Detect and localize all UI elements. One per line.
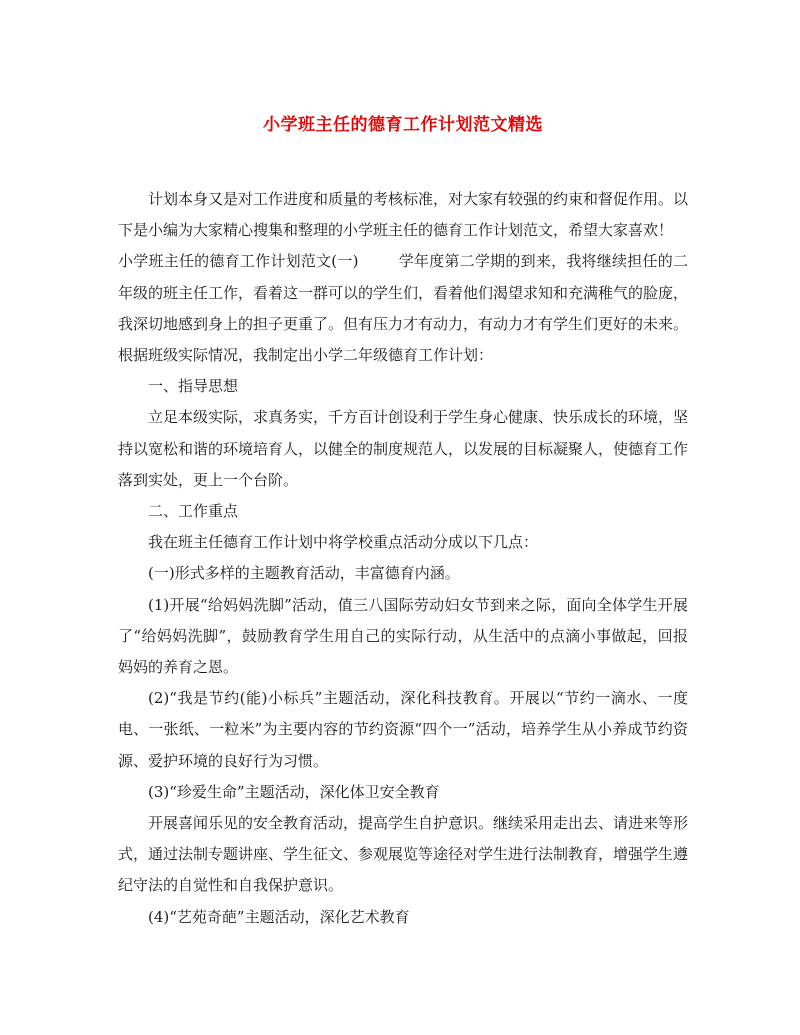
item-1-paragraph: (1)开展“给妈妈洗脚”活动，值三八国际劳动妇女节到来之际，面向全体学生开展了“给妈妈洗脚”，鼓励教育学生用自己的实际行动，从生活中的点滴小事做起，回报妈妈的养育之恩。: [118, 595, 688, 677]
intro-paragraph: 计划本身又是对工作进度和质量的考核标准，对大家有较强的约束和督促作用。以下是小编为大家精心搜集和整理的小学班主任的德育工作计划范文，希望大家喜欢！: [118, 190, 689, 240]
section-heading: 小学班主任的德育工作计划范文(一): [118, 252, 359, 271]
item-4-heading: (4)“艺苑奇葩”主题活动，深化艺术教育: [148, 907, 410, 926]
document-page: [118, 112, 688, 933]
heading-work-focus: 二、工作重点: [148, 502, 239, 521]
item-2-paragraph: (2)“我是节约(能)小标兵”主题活动，深化科技教育。开展以“节约一滴水、一度电、一张纸、一粒米”为主要内容的节约资源“四个一”活动，培养学生从小养成节约资源、爱护环境的良好行为习惯。: [118, 689, 688, 770]
item-3-heading: (3)“珍爱生命”主题活动，深化体卫安全教育: [148, 782, 440, 801]
section-lead: 学年度第二学期的到来，我将继续担任的二年级的班主任工作，看着这一群可以的学生们，看着他们渴望求知和充满稚气的脸庞，我深切地感到身上的担子更重了。但有压力才有动力，有动力才有学生们更好的未来。根据班级实际情况，我制定出小学二年级德育工作计划：: [118, 252, 689, 365]
subheading-theme-activities: (一)形式多样的主题教育活动，丰富德育内涵。: [148, 564, 460, 583]
section-heading-paragraph: [118, 246, 688, 371]
document-title: 小学班主任的德育工作计划范文精选: [263, 115, 543, 135]
item-3-paragraph: 开展喜闻乐见的安全教育活动，提高学生自护意识。继续采用走出去、请进来等形式，通过法制专题讲座、学生征文、参观展览等途径对学生进行法制教育，增强学生遵纪守法的自觉性和自我保护意识。: [118, 814, 689, 895]
heading-guiding-ideology: 一、指导思想: [148, 377, 239, 396]
guiding-ideology-paragraph: 立足本级实际，求真务实，千方百计创设利于学生身心健康、快乐成长的环境，坚持以宽松和谐的环境培育人，以健全的制度规范人，以发展的目标凝聚人，使德育工作落到实处，更上一个台阶。: [118, 408, 689, 489]
work-focus-intro: 我在班主任德育工作计划中将学校重点活动分成以下几点：: [148, 533, 539, 552]
